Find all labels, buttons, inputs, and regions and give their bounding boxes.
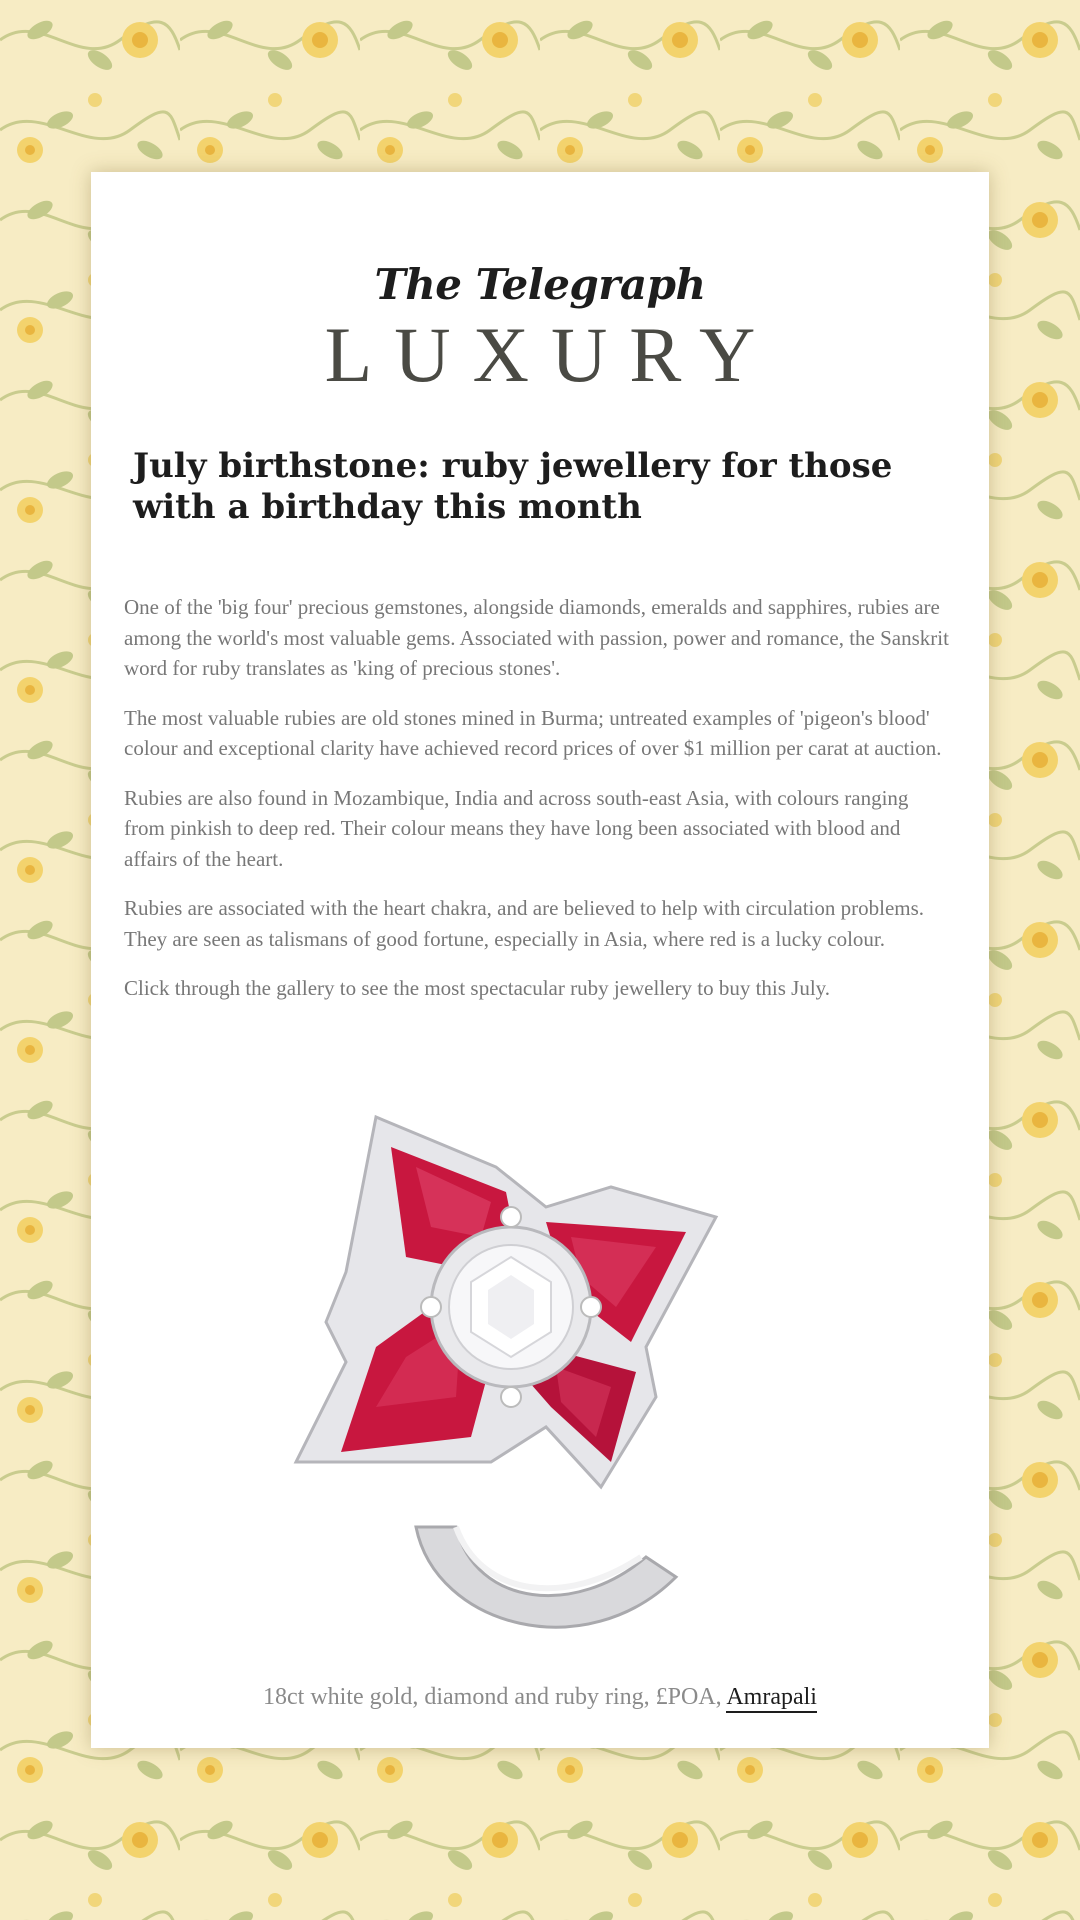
article-paragraph: Rubies are associated with the heart chakra, and are believed to help with circulation problems. They are seen as talismans of good fortune, especially in Asia, where red is a lucky colour. <box>124 896 925 951</box>
masthead <box>91 260 989 398</box>
article-headline: July birthstone: ruby jewellery for those with a birthday this month <box>133 446 893 527</box>
article-card <box>91 172 989 1748</box>
brand-logo[interactable]: The Telegraph <box>374 260 706 309</box>
caption-text: 18ct white gold, diamond and ruby ring, £POA, <box>263 1684 727 1710</box>
section-title: LUXURY <box>324 311 778 398</box>
article-body <box>124 592 954 1023</box>
article-paragraph: Rubies are also found in Mozambique, India and across south-east Asia, with colours ranging from pinkish to deep red. Their colour means they have long been associated with blood and affairs of the heart. <box>124 785 909 871</box>
article-paragraph: The most valuable rubies are old stones mined in Burma; untreated examples of 'pigeon's blood' colour and exceptional clarity have achieved record prices of over $1 million per carat at auction. <box>124 705 942 760</box>
article-paragraph: One of the 'big four' precious gemstones, alongside diamonds, emeralds and sapphires, rubies are among the world's most valuable gems. Associated with passion, power and romance, the Sanskrit word for ruby translates as 'king of precious stones'. <box>124 595 949 680</box>
article-paragraph: Click through the gallery to see the most spectacular ruby jewellery to buy this July. <box>124 976 831 1000</box>
ruby-ring-image <box>266 1107 826 1667</box>
retailer-link[interactable]: Amrapali <box>726 1684 817 1713</box>
image-caption <box>91 1684 989 1711</box>
